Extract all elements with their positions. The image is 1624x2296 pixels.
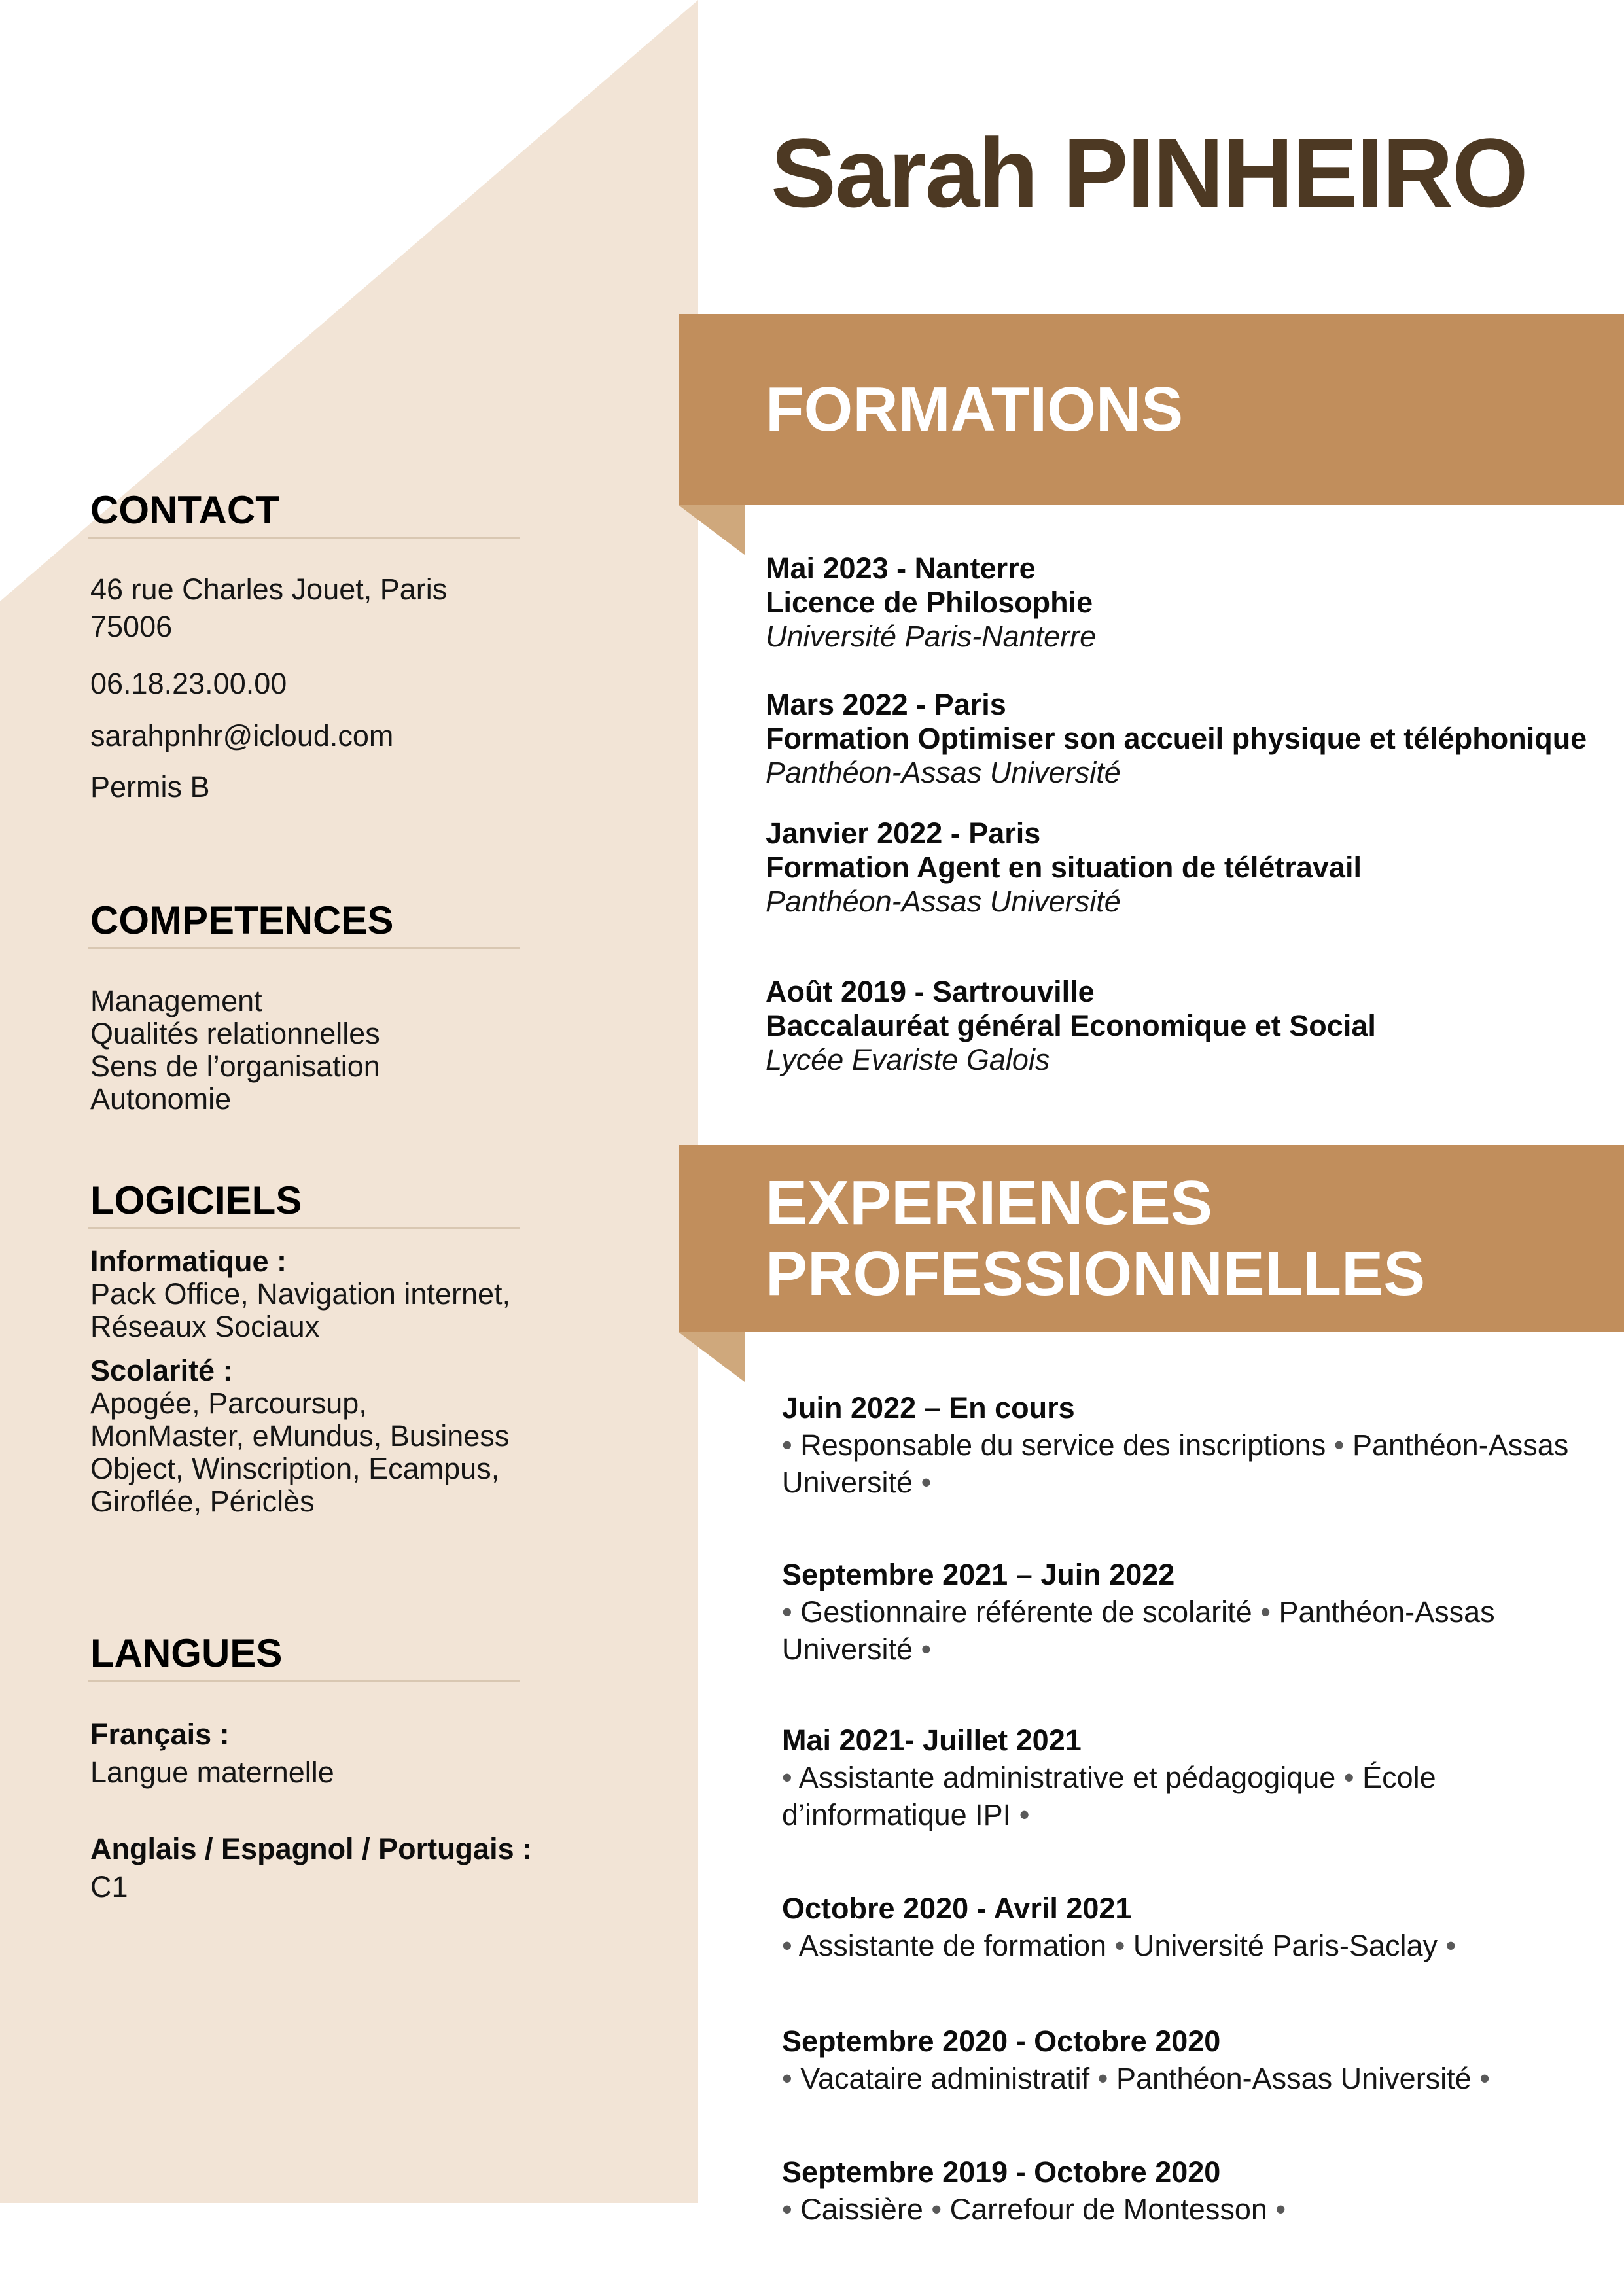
bullet-icon: • bbox=[782, 1428, 792, 1462]
experience-entry bbox=[782, 1556, 1619, 1668]
section-divider bbox=[88, 947, 520, 949]
bullet-icon: • bbox=[782, 1761, 792, 1794]
contact-address-line2: 75006 bbox=[90, 610, 173, 643]
bullet-icon: • bbox=[1445, 1929, 1456, 1962]
experience-org: Université Paris-Saclay bbox=[1133, 1929, 1438, 1962]
experience-role: Gestionnaire référente de scolarité bbox=[800, 1595, 1252, 1629]
experience-role: Caissière bbox=[800, 2193, 923, 2226]
experience-period: Octobre 2020 - Avril 2021 bbox=[782, 1892, 1132, 1925]
bullet-icon: • bbox=[1343, 1761, 1354, 1794]
competences-list bbox=[90, 985, 561, 1116]
autres-langues-level: C1 bbox=[90, 1870, 128, 1903]
competence-item: Management bbox=[90, 984, 262, 1017]
formation-date: Janvier 2022 - Paris bbox=[766, 817, 1041, 850]
experience-org: Panthéon-Assas Université bbox=[1116, 2062, 1472, 2095]
bullet-icon: • bbox=[1019, 1798, 1030, 1831]
formation-school: Lycée Evariste Galois bbox=[766, 1043, 1050, 1076]
logiciels-scolarite bbox=[90, 1354, 574, 1518]
bullet-icon: • bbox=[1097, 2062, 1108, 2095]
contact-license: Permis B bbox=[90, 770, 210, 804]
experience-role: Assistante de formation bbox=[798, 1929, 1107, 1962]
experience-entry bbox=[782, 2022, 1619, 2097]
formation-date: Mars 2022 - Paris bbox=[766, 688, 1006, 721]
formation-title: Baccalauréat général Economique et Social bbox=[766, 1009, 1376, 1042]
competence-item: Qualités relationnelles bbox=[90, 1017, 380, 1050]
experience-role: Vacataire administratif bbox=[800, 2062, 1090, 2095]
bullet-icon: • bbox=[921, 1633, 932, 1666]
formation-entry bbox=[766, 552, 1616, 654]
informatique-label: Informatique : bbox=[90, 1245, 287, 1278]
langue-autres bbox=[90, 1830, 574, 1906]
experience-role: Assistante administrative et pédagogique bbox=[798, 1761, 1336, 1794]
bullet-icon: • bbox=[782, 1929, 792, 1962]
logiciels-section-title: LOGICIELS bbox=[90, 1178, 302, 1222]
formation-title: Formation Agent en situation de télétravail bbox=[766, 851, 1362, 884]
experience-period: Septembre 2021 – Juin 2022 bbox=[782, 1558, 1175, 1591]
experience-description bbox=[782, 1927, 1619, 1964]
experience-entry bbox=[782, 1890, 1619, 1964]
competences-section-title: COMPETENCES bbox=[90, 898, 394, 942]
formations-banner bbox=[679, 314, 1624, 505]
formation-school: Panthéon-Assas Université bbox=[766, 885, 1121, 918]
langues-section-title: LANGUES bbox=[90, 1631, 283, 1675]
contact-email: sarahpnhr@icloud.com bbox=[90, 719, 394, 752]
scolarite-line: Giroflée, Périclès bbox=[90, 1485, 315, 1518]
page-title-name: Sarah PINHEIRO bbox=[771, 118, 1527, 228]
experience-description bbox=[782, 2191, 1619, 2228]
formation-title: Formation Optimiser son accueil physique et téléphonique bbox=[766, 722, 1587, 755]
competence-item: Autonomie bbox=[90, 1082, 232, 1116]
experience-description bbox=[782, 1593, 1619, 1668]
experience-entry bbox=[782, 1389, 1619, 1501]
experience-org: Panthéon-Assas Université bbox=[782, 1595, 1495, 1666]
bullet-icon: • bbox=[1479, 2062, 1490, 2095]
section-divider bbox=[88, 1227, 520, 1229]
experience-period: Septembre 2020 - Octobre 2020 bbox=[782, 2024, 1221, 2058]
experience-description bbox=[782, 1426, 1619, 1501]
formation-title: Licence de Philosophie bbox=[766, 586, 1093, 619]
section-divider bbox=[88, 537, 520, 539]
autres-langues-label: Anglais / Espagnol / Portugais : bbox=[90, 1832, 533, 1865]
formations-title: FORMATIONS bbox=[766, 374, 1184, 444]
informatique-line: Pack Office, Navigation internet, bbox=[90, 1277, 510, 1311]
experience-entry bbox=[782, 2153, 1619, 2228]
experience-role: Responsable du service des inscriptions bbox=[800, 1428, 1326, 1462]
contact-address-line1: 46 rue Charles Jouet, Paris bbox=[90, 573, 448, 606]
competence-item: Sens de l’organisation bbox=[90, 1050, 380, 1083]
formation-school: Panthéon-Assas Université bbox=[766, 756, 1121, 789]
informatique-line: Réseaux Sociaux bbox=[90, 1310, 320, 1343]
formation-entry bbox=[766, 817, 1616, 919]
experience-org: École d’informatique IPI bbox=[782, 1761, 1436, 1831]
bullet-icon: • bbox=[782, 1595, 792, 1629]
logiciels-informatique bbox=[90, 1245, 574, 1343]
experience-period: Mai 2021- Juillet 2021 bbox=[782, 1723, 1082, 1757]
experience-entry bbox=[782, 1722, 1619, 1833]
bullet-icon: • bbox=[1260, 1595, 1271, 1629]
experiences-title-line2: PROFESSIONNELLES bbox=[766, 1239, 1426, 1309]
experience-org: Panthéon-Assas Université bbox=[782, 1428, 1569, 1499]
formation-entry bbox=[766, 975, 1616, 1077]
bullet-icon: • bbox=[782, 2193, 792, 2226]
contact-section-title: CONTACT bbox=[90, 488, 279, 532]
scolarite-line: Object, Winscription, Ecampus, bbox=[90, 1452, 500, 1485]
experiences-title-line1: EXPERIENCES bbox=[766, 1168, 1212, 1238]
bullet-icon: • bbox=[1333, 1428, 1345, 1462]
bullet-icon: • bbox=[921, 1466, 932, 1499]
formation-school: Université Paris-Nanterre bbox=[766, 620, 1097, 653]
experience-period: Juin 2022 – En cours bbox=[782, 1391, 1075, 1424]
bullet-icon: • bbox=[782, 2062, 792, 2095]
experience-period: Septembre 2019 - Octobre 2020 bbox=[782, 2155, 1221, 2189]
bullet-icon: • bbox=[1275, 2193, 1286, 2226]
contact-phone: 06.18.23.00.00 bbox=[90, 667, 287, 700]
contact-address bbox=[90, 571, 548, 645]
formation-date: Mai 2023 - Nanterre bbox=[766, 552, 1036, 585]
langue-francais bbox=[90, 1716, 574, 1792]
experiences-banner bbox=[679, 1145, 1624, 1332]
scolarite-label: Scolarité : bbox=[90, 1354, 233, 1387]
bullet-icon: • bbox=[931, 2193, 942, 2226]
scolarite-line: MonMaster, eMundus, Business bbox=[90, 1419, 510, 1453]
formation-entry bbox=[766, 688, 1616, 790]
scolarite-line: Apogée, Parcoursup, bbox=[90, 1386, 367, 1420]
experience-org: Carrefour de Montesson bbox=[949, 2193, 1267, 2226]
experience-description bbox=[782, 2060, 1619, 2097]
francais-label: Français : bbox=[90, 1718, 230, 1751]
francais-level: Langue maternelle bbox=[90, 1756, 334, 1789]
section-divider bbox=[88, 1680, 520, 1682]
formation-date: Août 2019 - Sartrouville bbox=[766, 975, 1095, 1008]
experience-description bbox=[782, 1759, 1619, 1833]
bullet-icon: • bbox=[1114, 1929, 1125, 1962]
